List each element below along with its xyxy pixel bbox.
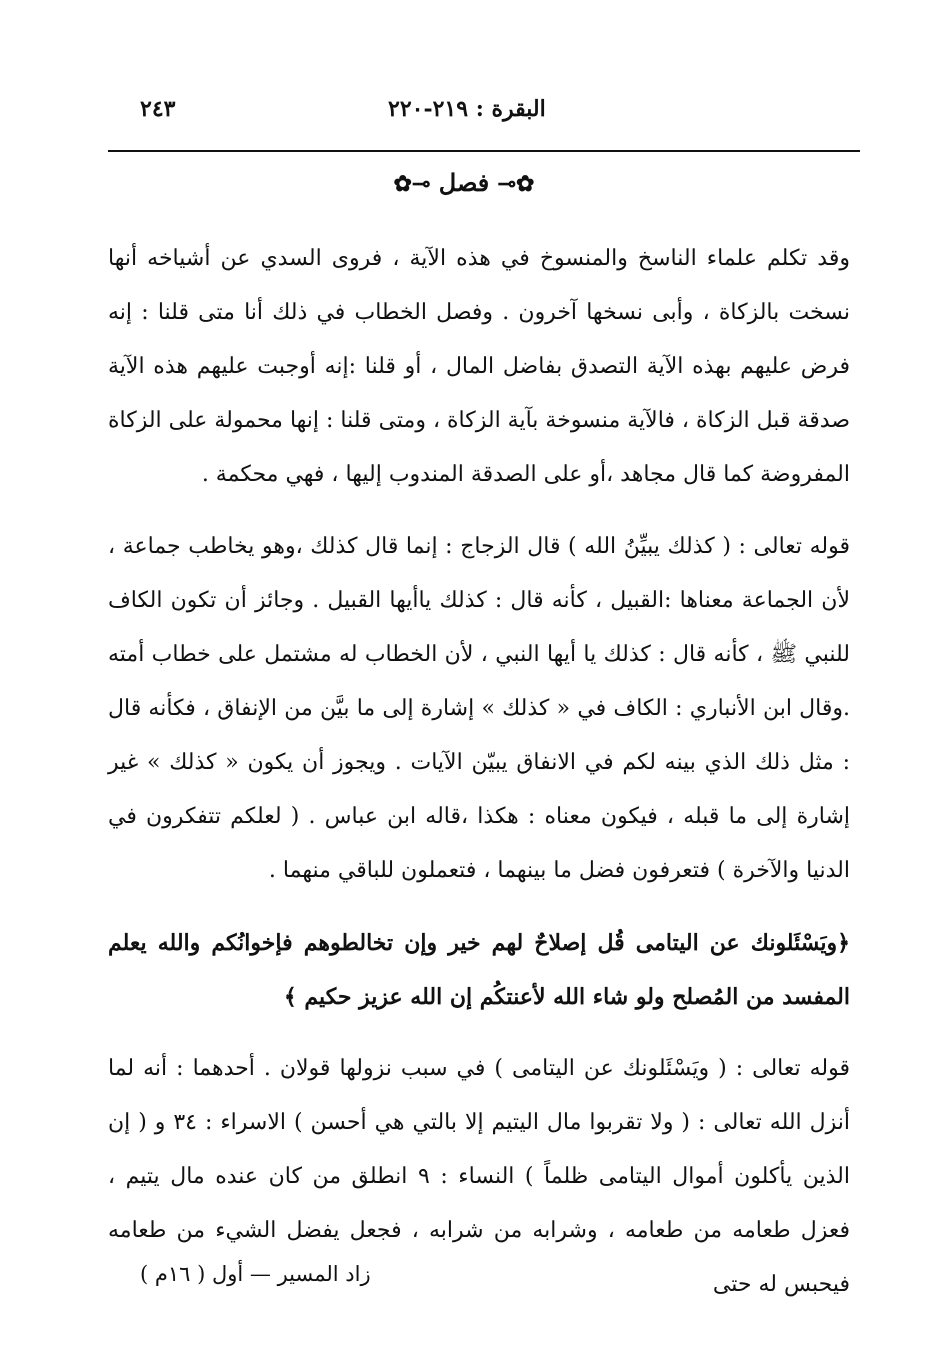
running-head: البقرة : ٢١٩-٢٢٠ [388,96,546,122]
page-number: ٢٤٣ [140,96,176,122]
paragraph-gap [108,1024,850,1042]
section-title: فصل [438,168,490,197]
paragraph-commentary: قوله تعالى : ( كذلك يبيِّنُ الله ) قال الزجاج : إنما قال كذلك ،وهو يخاطب جماعة ، لأن الجماعة معناها :القبيل ، كأنه قال : كذلك ياأيها القبيل . وجائز أن تكون الكاف للنبي ﷺ ، كأنه قال : كذلك يا أيها النبي ، لأن الخطاب له مشتمل على خطاب أمته .وقال ابن الأنباري : الكاف في « كذلك » إشارة إلى ما بيَّن من الإنفاق ، فكأنه قال : مثل ذلك الذي بينه لكم في الانفاق يبيّن الآيات . ويجوز أن يكون « كذلك » غير إشارة إلى ما قبله ، فيكون معناه : هكذا ،قاله ابن عباس . ( لعلكم تتفكرون في الدنيا والآخرة ) فتعرفون فضل ما بينهما ، فتعملون للباقي منهما . [108,534,850,883]
section-heading [0,168,928,197]
ornament-left-icon: ⊸✿ [393,171,431,197]
page-header [108,96,860,136]
header-rule [108,150,860,152]
paragraph-revelation-cause: قوله تعالى : ( ويَسْئَلونك عن اليتامى ) في سبب نزولها قولان . أحدهما : أنه لما أنزل الله تعالى : ( ولا تقربوا مال اليتيم إلا بالتي هي أحسن ) الاسراء : ٣٤ و ( إن الذين يأكلون أموال اليتامى ظلماً ) النساء : ٩ انطلق من كان عنده مال يتيم ، فعزل طعامه من طعامه ، وشرابه من شرابه ، فجعل يفضل الشيء من طعامه فيحبس له حتى [108,1056,851,1297]
footer-signature: زاد المسير — أول ( ١٦م ) [140,1262,371,1286]
paragraph-gap [108,502,850,520]
quran-verse: ﴿ويَسْئَلونك عن اليتامى قُل إصلاحٌ لهم خير وإن تخالطوهم فإخوانُكم والله يعلم المفسد من المُصلح ولو شاء الله لأعنتكُم إن الله عزيز حكيم ﴾ [108,930,850,1010]
ornament-right-icon: ✿⊸ [497,171,535,197]
main-text [108,232,850,1312]
paragraph-gap [108,898,850,916]
paragraph-abrogation: وقد تكلم علماء الناسخ والمنسوخ في هذه الآية ، فروى السدي عن أشياخه أنها نسخت بالزكاة ، وأبى نسخها آخرون . وفصل الخطاب في ذلك أنا متى قلنا : إنه فرض عليهم بهذه الآية التصدق بفاضل المال ، أو قلنا :إنه أوجبت عليهم هذه الآية صدقة قبل الزكاة ، فالآية منسوخة بآية الزكاة ، ومتى قلنا : إنها محمولة على الزكاة المفروضة كما قال مجاهد ،أو على الصدقة المندوب إليها ، فهي محكمة . [108,246,850,487]
